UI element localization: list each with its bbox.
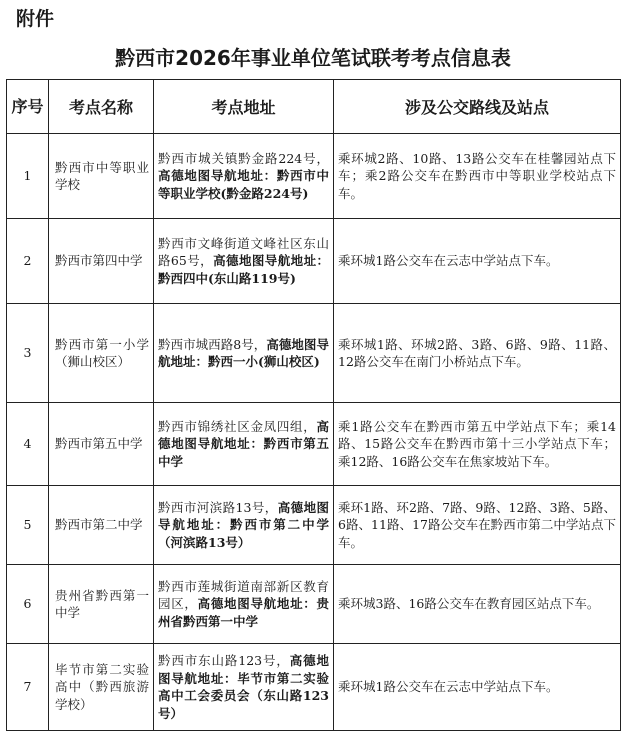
row-address bbox=[154, 644, 334, 731]
address-plain: 黔西市锦绣社区金凤四组， bbox=[158, 418, 317, 434]
row-num: 4 bbox=[7, 403, 49, 486]
row-num: 6 bbox=[7, 565, 49, 644]
row-bus: 乘环城1路公交车在云志中学站点下车。 bbox=[334, 644, 621, 731]
row-address bbox=[154, 403, 334, 486]
address-nav: 高德地图导航地址：毕节市第二实验高中工会委员会（东山路123号） bbox=[158, 653, 329, 721]
row-num: 3 bbox=[7, 304, 49, 403]
row-name: 黔西市第五中学 bbox=[49, 403, 154, 486]
row-bus: 乘环城1路公交车在云志中学站点下车。 bbox=[334, 219, 621, 304]
row-name: 黔西市第四中学 bbox=[49, 219, 154, 304]
row-address bbox=[154, 219, 334, 304]
row-address bbox=[154, 304, 334, 403]
row-address bbox=[154, 565, 334, 644]
address-plain: 黔西市城西路8号， bbox=[158, 336, 267, 352]
header-address: 考点地址 bbox=[154, 80, 334, 134]
table-row bbox=[7, 644, 621, 731]
row-name: 黔西市第二中学 bbox=[49, 486, 154, 565]
address-plain: 黔西市莲城街道南部新区教育园区， bbox=[158, 578, 329, 612]
row-num: 2 bbox=[7, 219, 49, 304]
row-name: 黔西市中等职业学校 bbox=[49, 134, 154, 219]
row-name: 毕节市第二实验高中（黔西旅游学校） bbox=[49, 644, 154, 731]
row-num: 7 bbox=[7, 644, 49, 731]
table-row bbox=[7, 565, 621, 644]
address-plain: 黔西市文峰街道文峰社区东山路65号， bbox=[158, 235, 329, 269]
address-nav: 高德地图导航地址：黔西四中(东山路119号) bbox=[158, 253, 329, 286]
address-plain: 黔西市城关镇黔金路224号， bbox=[158, 150, 329, 166]
address-nav: 高德地图导航地址：黔西市中等职业学校(黔金路224号) bbox=[158, 168, 329, 201]
table-row bbox=[7, 134, 621, 219]
header-bus: 涉及公交路线及站点 bbox=[334, 80, 621, 134]
row-name: 贵州省黔西第一中学 bbox=[49, 565, 154, 644]
row-name: 黔西市第一小学（狮山校区） bbox=[49, 304, 154, 403]
row-bus: 乘环1路、环2路、7路、9路、12路、3路、5路、6路、11路、17路公交车在黔西市第二中学站点下车。 bbox=[334, 486, 621, 565]
row-bus: 乘环城2路、10路、13路公交车在桂馨园站点下车；乘2路公交车在黔西市中等职业学校站点下车。 bbox=[334, 134, 621, 219]
table-row bbox=[7, 403, 621, 486]
page-title: 黔西市2026年事业单位笔试联考考点信息表 bbox=[115, 46, 511, 70]
header-seq: 序号 bbox=[7, 80, 49, 134]
table-header-row bbox=[7, 80, 621, 134]
row-bus: 乘1路公交车在黔西市第五中学站点下车；乘14路、15路公交车在黔西市第十三小学站点下车；乘12路、16路公交车在焦家坡站下车。 bbox=[334, 403, 621, 486]
table-row bbox=[7, 304, 621, 403]
table-row bbox=[7, 219, 621, 304]
row-address bbox=[154, 134, 334, 219]
row-address bbox=[154, 486, 334, 565]
row-bus: 乘环城1路、环城2路、3路、6路、9路、11路、12路公交车在南门小桥站点下车。 bbox=[334, 304, 621, 403]
table-row bbox=[7, 486, 621, 565]
address-nav: 高德地图导航地址：黔西市第二中学（河滨路13号） bbox=[158, 499, 329, 550]
address-nav: 高德地图导航地址：黔西市第五中学 bbox=[158, 418, 329, 469]
address-nav: 高德地图导航地址：黔西一小(狮山校区) bbox=[158, 336, 329, 369]
header-name: 考点名称 bbox=[49, 80, 154, 134]
address-plain: 黔西市河滨路13号， bbox=[158, 499, 278, 515]
address-nav: 高德地图导航地址：贵州省黔西第一中学 bbox=[158, 596, 329, 629]
exam-site-table bbox=[6, 79, 621, 731]
address-plain: 黔西市东山路123号， bbox=[158, 653, 290, 668]
row-num: 5 bbox=[7, 486, 49, 565]
attachment-label: 附件 bbox=[16, 8, 55, 30]
row-num: 1 bbox=[7, 134, 49, 219]
row-bus: 乘环城3路、16路公交车在教育园区站点下车。 bbox=[334, 565, 621, 644]
